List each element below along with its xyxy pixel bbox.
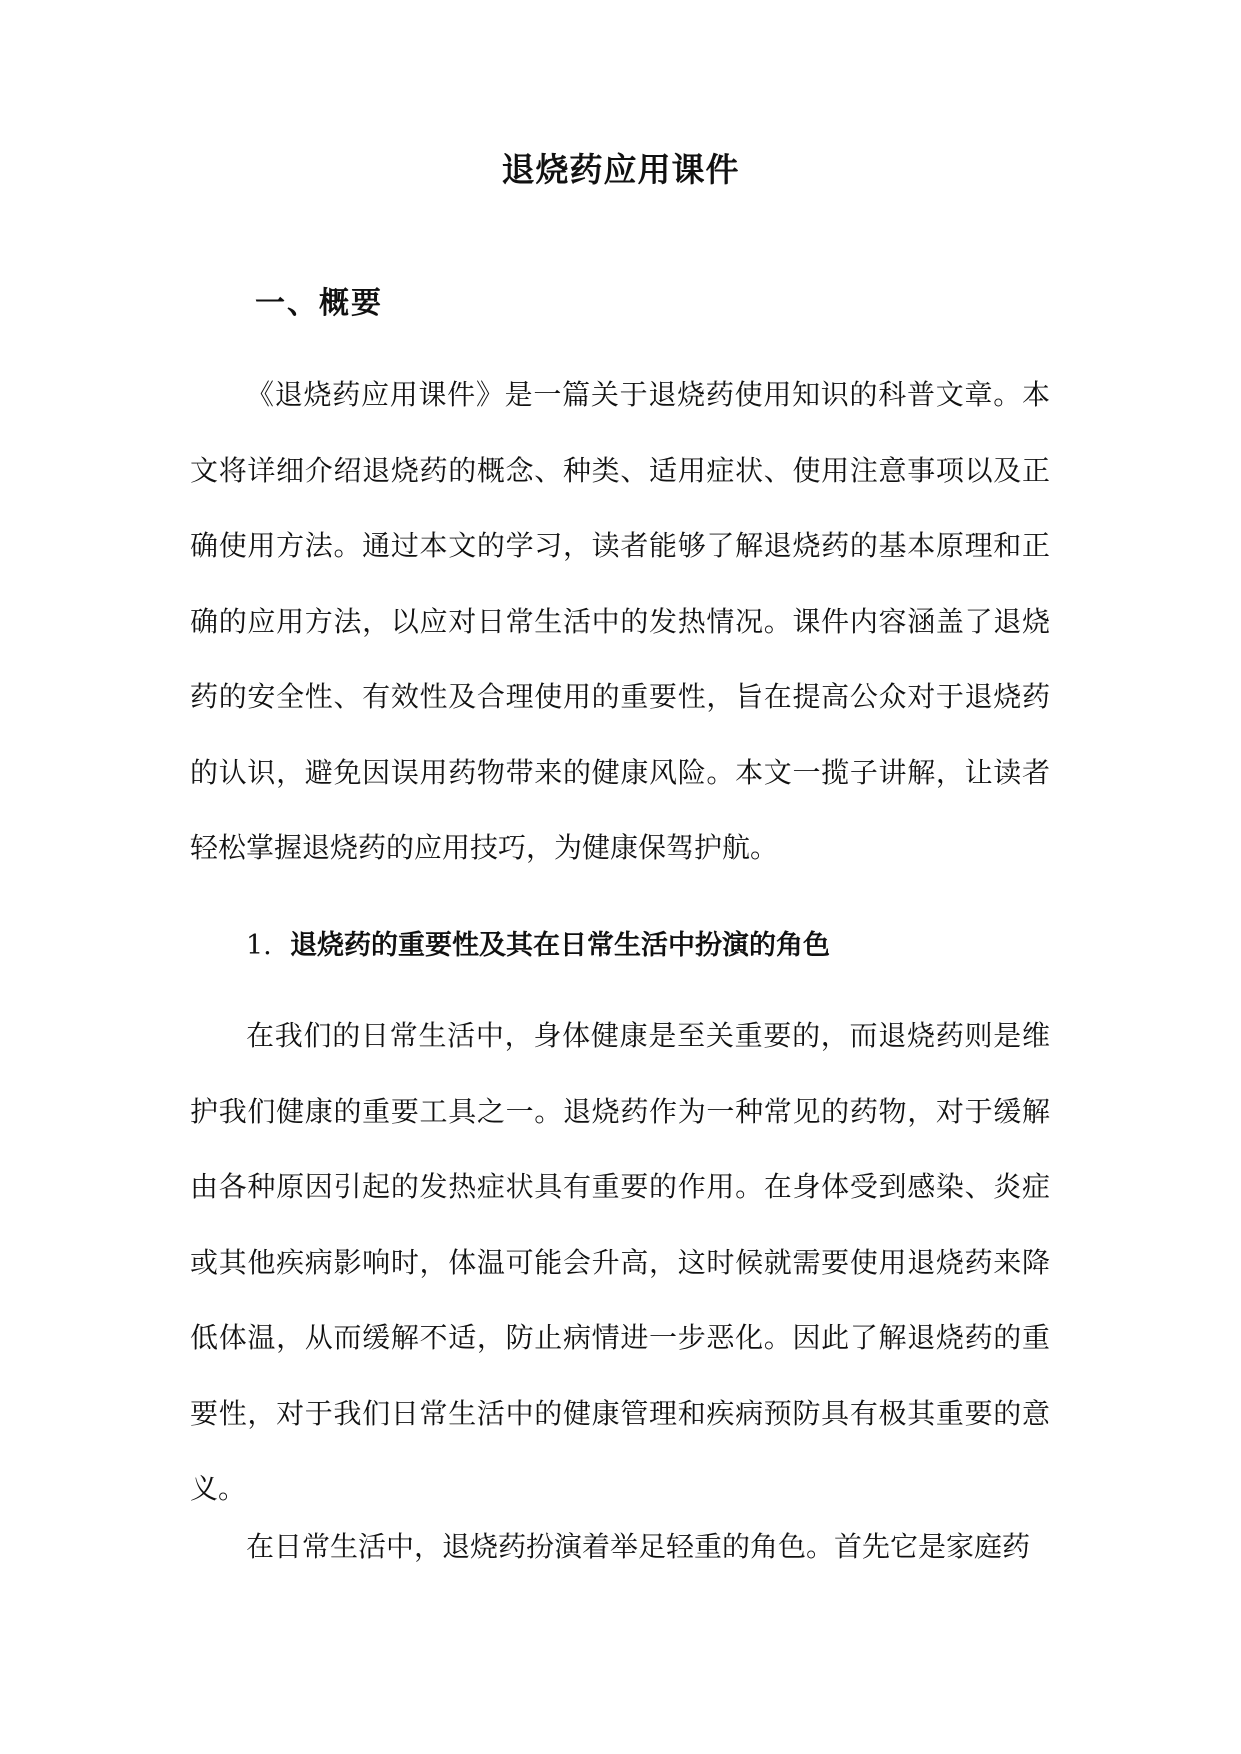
body-paragraph: 在我们的日常生活中，身体健康是至关重要的，而退烧药则是维护我们健康的重要工具之一。退烧药作为一种常见的药物，对于缓解由各种原因引起的发热症状具有重要的作用。在身体受到感染、炎症或其他疾病影响时，体温可能会升高，这时候就需要使用退烧药来降低体温，从而缓解不适，防止病情进一步恶化。因此了解退烧药的重要性，对于我们日常生活中的健康管理和疾病预防具有极其重要的意义。 [190,1019,1050,1505]
subsection-heading-text: 退烧药的重要性及其在日常生活中扮演的角色 [290,930,830,961]
section-heading: 一、概要 [255,286,383,321]
subsection-heading [246,922,830,970]
section-paragraph: 《退烧药应用课件》是一篇关于退烧药使用知识的科普文章。本文将详细介绍退烧药的概念、种类、适用症状、使用注意事项以及正确使用方法。通过本文的学习，读者能够了解退烧药的基本原理和正确的应用方法，以应对日常生活中的发热情况。课件内容涵盖了退烧药的安全性、有效性及合理使用的重要性，旨在提高公众对于退烧药的认识，避免因误用药物带来的健康风险。本文一揽子讲解，让读者轻松掌握退烧药的应用技巧，为健康保驾护航。 [190,378,1050,864]
body-paragraph: 在日常生活中，退烧药扮演着举足轻重的角色。首先它是家庭药 [246,1530,1031,1563]
subsection-number: 1. [246,930,272,961]
document-title: 退烧药应用课件 [501,150,740,189]
